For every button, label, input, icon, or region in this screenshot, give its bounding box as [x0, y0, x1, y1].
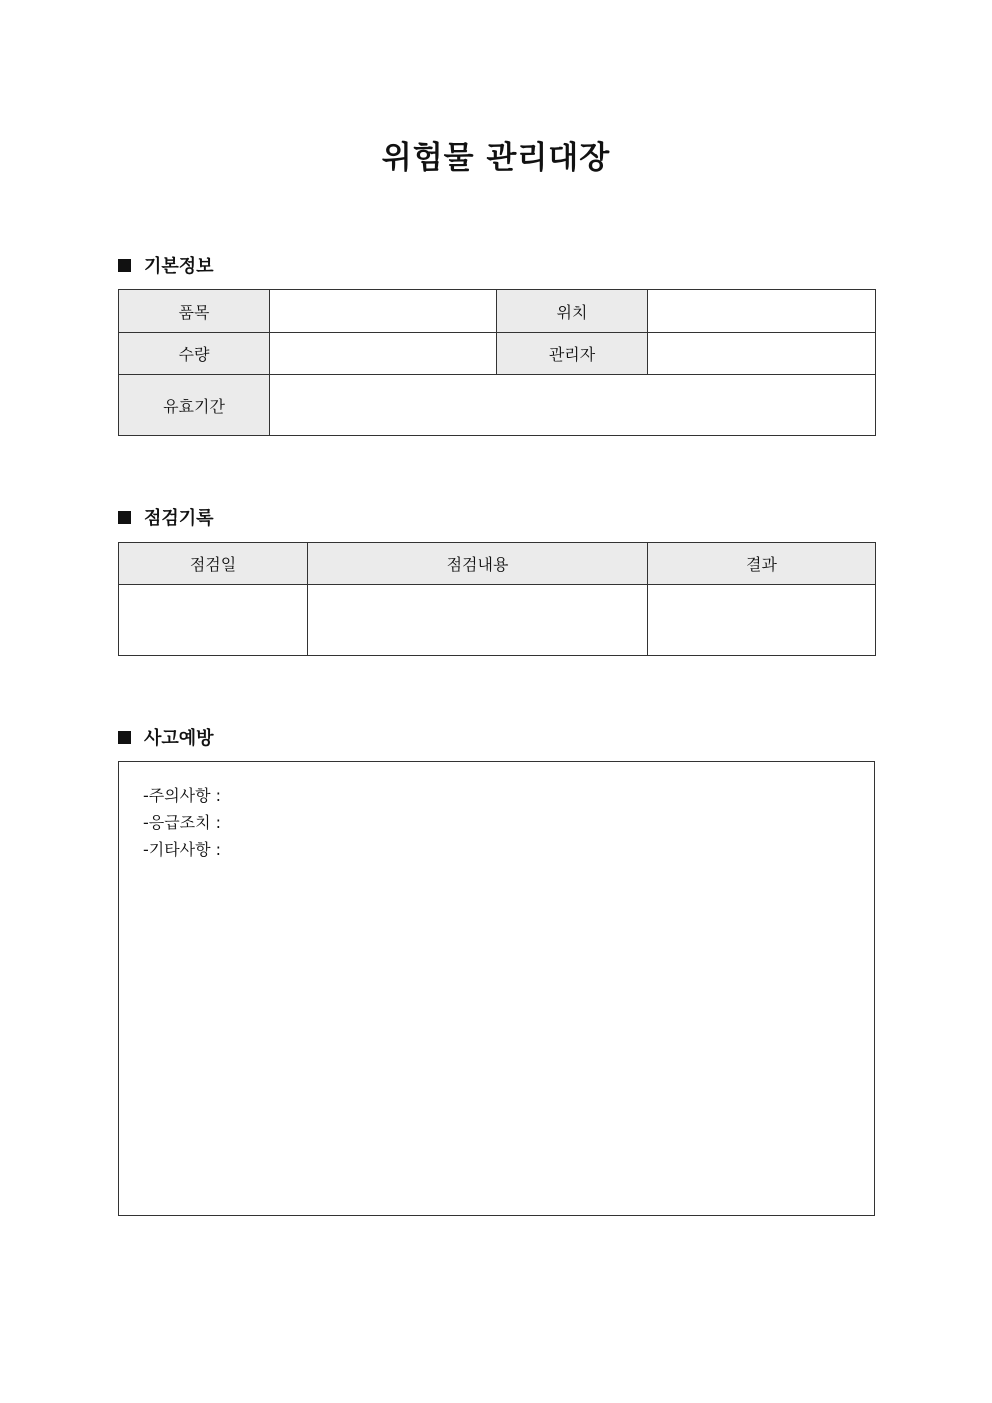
inspection-table: [118, 542, 876, 656]
section-heading-basic-info: [118, 253, 214, 277]
quantity-label: 수량: [119, 333, 270, 375]
section-heading-prevention: [118, 725, 214, 749]
other-notes-line: -기타사항 :: [143, 840, 222, 859]
manager-value-field[interactable]: [648, 333, 876, 375]
location-value-field[interactable]: [648, 290, 876, 333]
basic-info-table: [118, 289, 876, 436]
table-row: [119, 375, 876, 436]
expiry-label: 유효기간: [119, 375, 270, 436]
quantity-value-field[interactable]: [270, 333, 497, 375]
prevention-memo-box[interactable]: [118, 761, 875, 1216]
prevention-lines: [143, 782, 221, 863]
section-heading-label: 점검기록: [144, 508, 214, 529]
black-square-icon: [118, 731, 131, 744]
manager-label: 관리자: [497, 333, 648, 375]
table-row: [119, 333, 876, 375]
inspection-date-field[interactable]: [119, 585, 308, 656]
first-aid-line: -응급조치 :: [143, 813, 222, 832]
expiry-value-field[interactable]: [270, 375, 876, 436]
inspection-result-field[interactable]: [648, 585, 876, 656]
black-square-icon: [118, 511, 131, 524]
column-header-inspection-date: 점검일: [119, 543, 308, 585]
precautions-line: -주의사항 :: [143, 786, 222, 805]
page-title: 위험물 관리대장: [381, 140, 611, 176]
black-square-icon: [118, 259, 131, 272]
table-row: [119, 290, 876, 333]
item-value-field[interactable]: [270, 290, 497, 333]
table-row: [119, 585, 876, 656]
column-header-result: 결과: [648, 543, 876, 585]
column-header-inspection-content: 점검내용: [308, 543, 648, 585]
section-heading-label: 기본정보: [144, 256, 214, 277]
inspection-content-field[interactable]: [308, 585, 648, 656]
item-label: 품목: [119, 290, 270, 333]
table-header-row: [119, 543, 876, 585]
section-heading-inspection: [118, 505, 214, 529]
location-label: 위치: [497, 290, 648, 333]
section-heading-label: 사고예방: [144, 728, 214, 749]
